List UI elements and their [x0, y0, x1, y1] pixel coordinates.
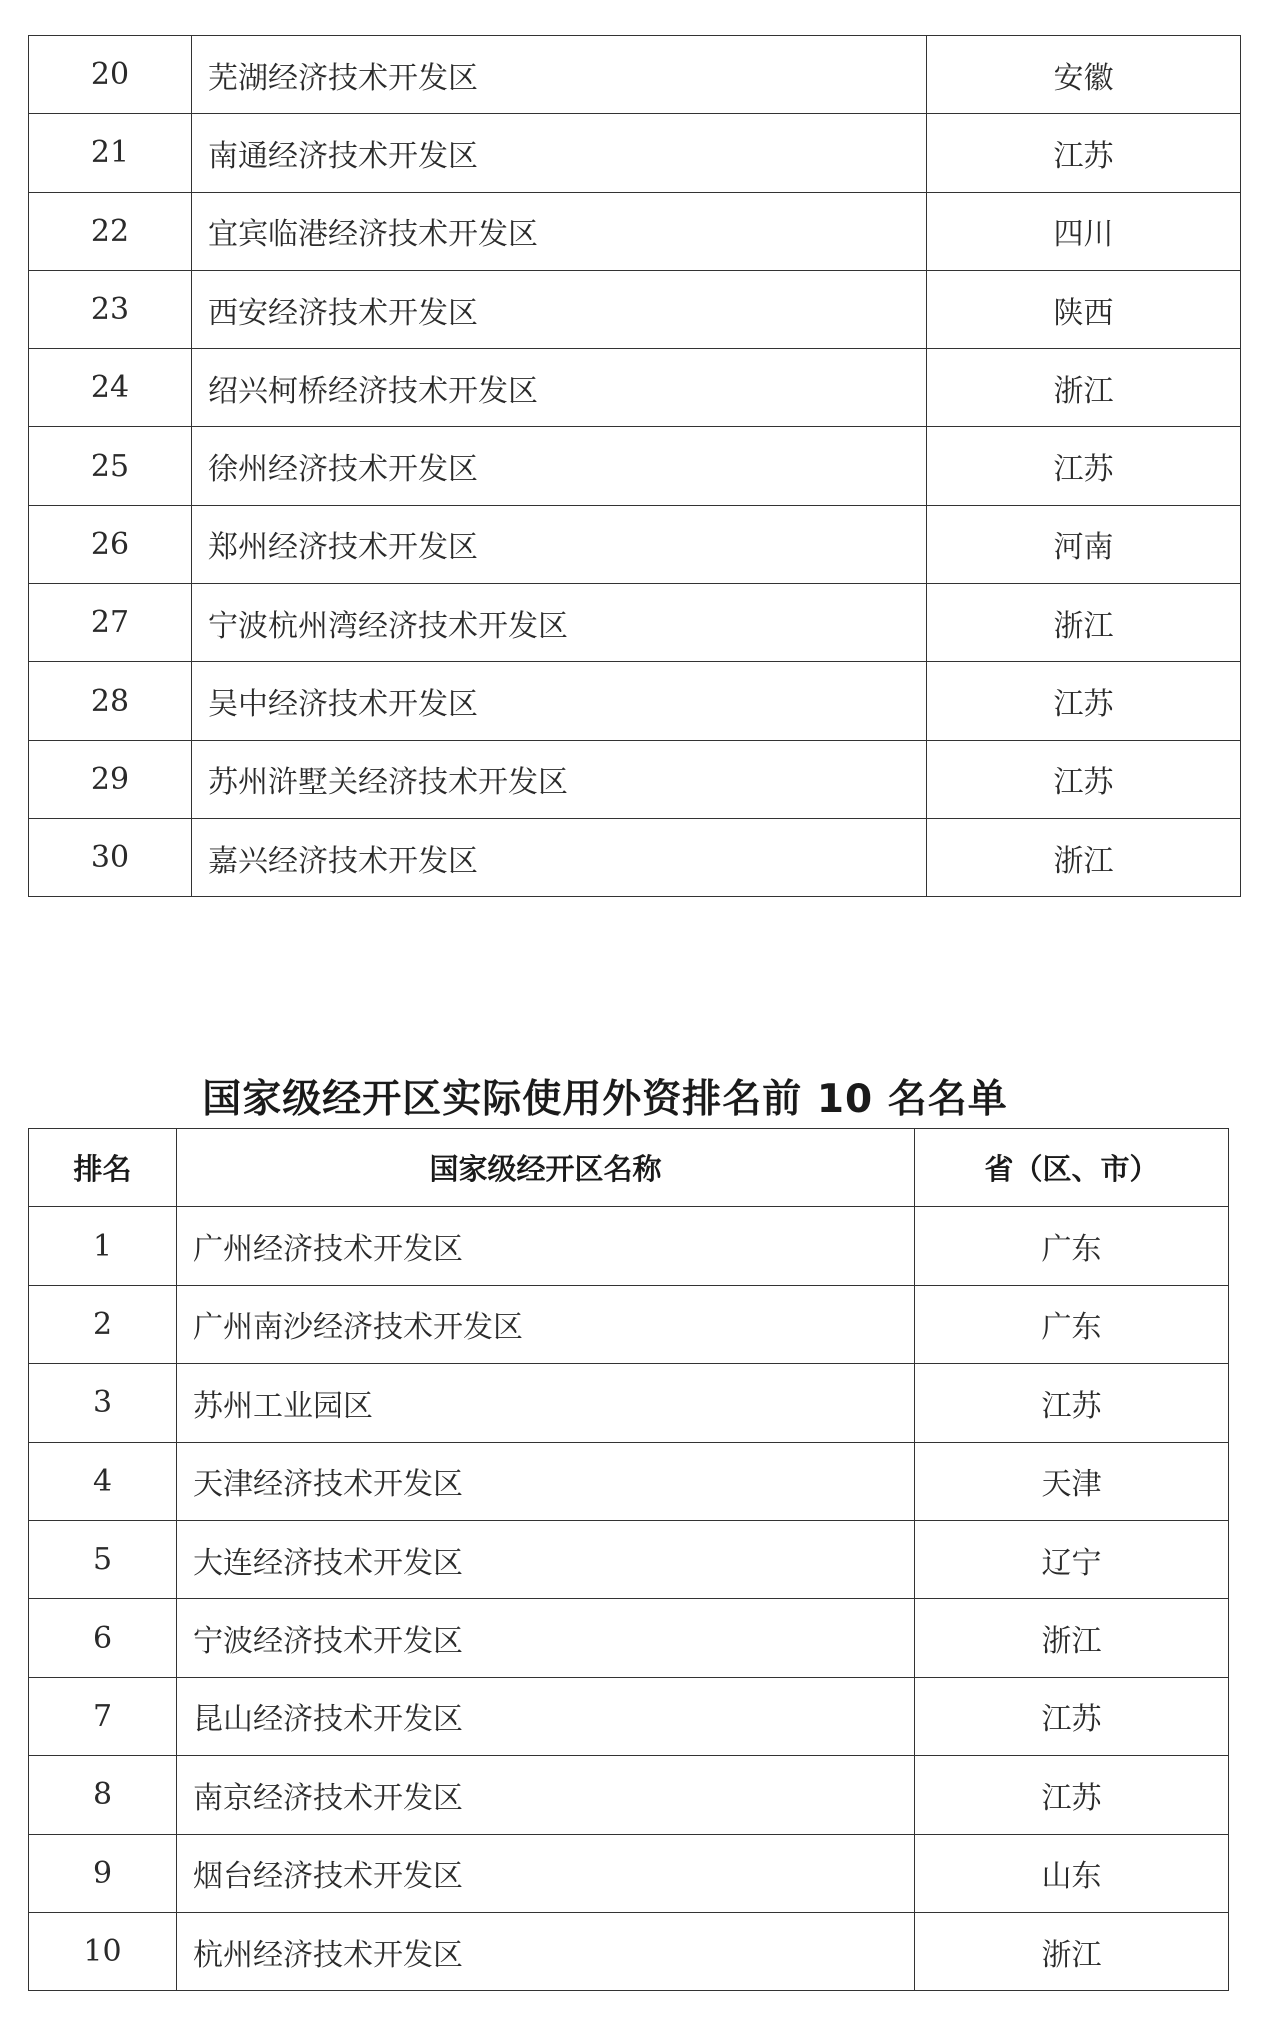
rank-cell: 6: [29, 1599, 177, 1677]
zone-name-cell: 宁波经济技术开发区: [177, 1599, 915, 1677]
zone-name-cell: 南京经济技术开发区: [177, 1756, 915, 1834]
rank-cell: 2: [29, 1285, 177, 1363]
table-row: [29, 1834, 1229, 1912]
province-cell: 广东: [915, 1207, 1229, 1285]
province-cell: 辽宁: [915, 1520, 1229, 1598]
province-cell: 浙江: [927, 349, 1241, 427]
zone-name-cell: 吴中经济技术开发区: [192, 662, 927, 740]
rank-cell: 21: [29, 114, 192, 192]
rank-cell: 23: [29, 270, 192, 348]
table-row: [29, 1207, 1229, 1285]
zone-name-cell: 杭州经济技术开发区: [177, 1912, 915, 1990]
zone-name-cell: 宜宾临港经济技术开发区: [192, 192, 927, 270]
zone-name-cell: 郑州经济技术开发区: [192, 505, 927, 583]
province-cell: 江苏: [915, 1677, 1229, 1755]
rank-cell: 10: [29, 1912, 177, 1990]
rank-cell: 22: [29, 192, 192, 270]
zone-name-cell: 苏州工业园区: [177, 1364, 915, 1442]
zone-name-cell: 芜湖经济技术开发区: [192, 36, 927, 114]
province-cell: 天津: [915, 1442, 1229, 1520]
province-cell: 浙江: [915, 1599, 1229, 1677]
table-row: [29, 740, 1241, 818]
rank-cell: 26: [29, 505, 192, 583]
zone-name-cell: 广州经济技术开发区: [177, 1207, 915, 1285]
zone-name-cell: 天津经济技术开发区: [177, 1442, 915, 1520]
table-row: [29, 662, 1241, 740]
rank-cell: 8: [29, 1756, 177, 1834]
zone-name-cell: 大连经济技术开发区: [177, 1520, 915, 1598]
zone-name-cell: 嘉兴经济技术开发区: [192, 818, 927, 896]
rank-cell: 25: [29, 427, 192, 505]
header-province: 省（区、市）: [915, 1129, 1229, 1207]
rank-cell: 29: [29, 740, 192, 818]
table-title: 国家级经开区实际使用外资排名前 10 名名单: [202, 1077, 1008, 1122]
table-row: [29, 427, 1241, 505]
table-row: [29, 1599, 1229, 1677]
rank-cell: 24: [29, 349, 192, 427]
province-cell: 江苏: [927, 114, 1241, 192]
rank-cell: 30: [29, 818, 192, 896]
table-row: [29, 270, 1241, 348]
province-cell: 陕西: [927, 270, 1241, 348]
zone-name-cell: 西安经济技术开发区: [192, 270, 927, 348]
table-row: [29, 1442, 1229, 1520]
zone-name-cell: 南通经济技术开发区: [192, 114, 927, 192]
table-row: [29, 1520, 1229, 1598]
rank-cell: 27: [29, 584, 192, 662]
province-cell: 江苏: [927, 427, 1241, 505]
province-cell: 河南: [927, 505, 1241, 583]
table-row: [29, 349, 1241, 427]
foreign-investment-top10-table: [28, 1128, 1229, 1991]
rank-cell: 1: [29, 1207, 177, 1285]
table-row: [29, 1756, 1229, 1834]
province-cell: 江苏: [915, 1364, 1229, 1442]
province-cell: 江苏: [915, 1756, 1229, 1834]
province-cell: 浙江: [915, 1912, 1229, 1990]
header-rank: 排名: [29, 1129, 177, 1207]
zone-name-cell: 徐州经济技术开发区: [192, 427, 927, 505]
province-cell: 江苏: [927, 662, 1241, 740]
table-row: [29, 36, 1241, 114]
rank-cell: 5: [29, 1520, 177, 1598]
table-row: [29, 192, 1241, 270]
province-cell: 广东: [915, 1285, 1229, 1363]
province-cell: 浙江: [927, 818, 1241, 896]
rank-cell: 3: [29, 1364, 177, 1442]
table-row: [29, 1677, 1229, 1755]
ranking-table-continued: [28, 35, 1241, 897]
zone-name-cell: 烟台经济技术开发区: [177, 1834, 915, 1912]
table-row: [29, 818, 1241, 896]
zone-name-cell: 昆山经济技术开发区: [177, 1677, 915, 1755]
province-cell: 江苏: [927, 740, 1241, 818]
rank-cell: 28: [29, 662, 192, 740]
rank-cell: 9: [29, 1834, 177, 1912]
province-cell: 安徽: [927, 36, 1241, 114]
table-row: [29, 1285, 1229, 1363]
table-row: [29, 114, 1241, 192]
zone-name-cell: 广州南沙经济技术开发区: [177, 1285, 915, 1363]
header-zone-name: 国家级经开区名称: [177, 1129, 915, 1207]
province-cell: 山东: [915, 1834, 1229, 1912]
rank-cell: 4: [29, 1442, 177, 1520]
zone-name-cell: 绍兴柯桥经济技术开发区: [192, 349, 927, 427]
table-row: [29, 1912, 1229, 1990]
table-row: [29, 1364, 1229, 1442]
zone-name-cell: 苏州浒墅关经济技术开发区: [192, 740, 927, 818]
table-header-row: [29, 1129, 1229, 1207]
province-cell: 四川: [927, 192, 1241, 270]
table-row: [29, 505, 1241, 583]
table-row: [29, 584, 1241, 662]
rank-cell: 7: [29, 1677, 177, 1755]
province-cell: 浙江: [927, 584, 1241, 662]
rank-cell: 20: [29, 36, 192, 114]
zone-name-cell: 宁波杭州湾经济技术开发区: [192, 584, 927, 662]
